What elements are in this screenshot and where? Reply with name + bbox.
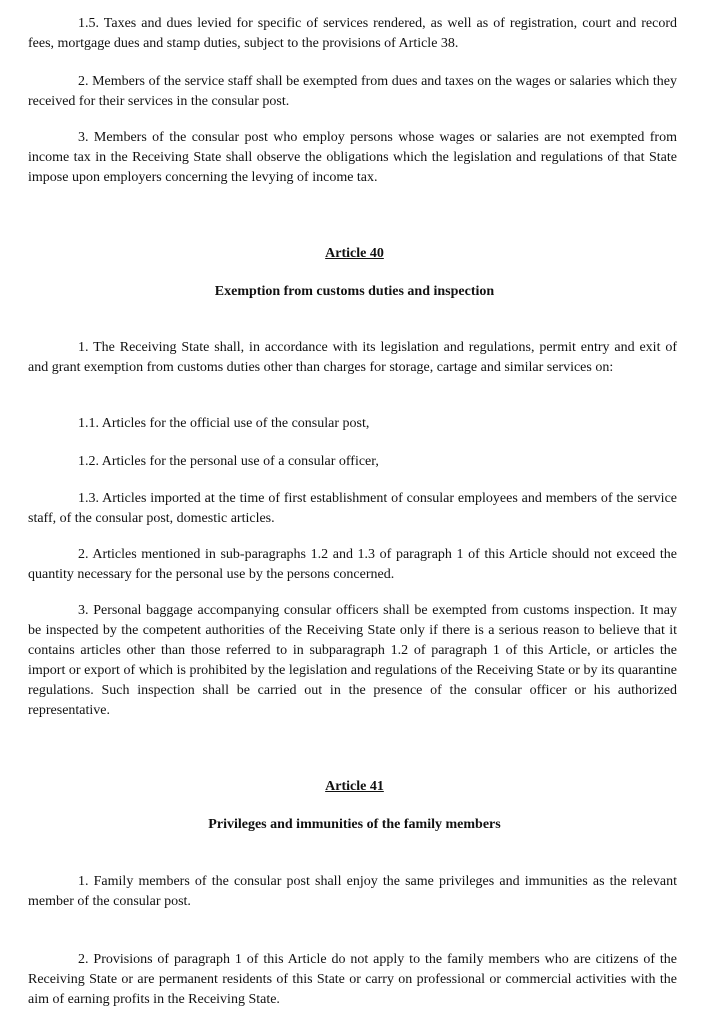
article-41-subtitle: Privileges and immunities of the family members xyxy=(208,817,501,832)
article-40-paragraph-1: 1. The Receiving State shall, in accordance with its legislation and regulations, permit entry and exit of and grant exemption from customs duties other than charges for storage, cartage and similar services on: xyxy=(28,340,677,375)
paragraph-2-service-staff: 2. Members of the service staff shall be exempted from dues and taxes on the wages or salaries which they received for their services in the consular post. xyxy=(28,74,677,109)
paragraph-3-income-tax: 3. Members of the consular post who employ persons whose wages or salaries are not exempted from income tax in the Receiving State shall observe the obligations which the legislation and regulations of that State impose upon employers concerning the levying of income tax. xyxy=(28,130,677,185)
article-40-paragraph-1-3: 1.3. Articles imported at the time of first establishment of consular employees and members of the service staff, of the consular post, domestic articles. xyxy=(28,491,677,526)
article-41-paragraph-1: 1. Family members of the consular post shall enjoy the same privileges and immunities as the relevant member of the consular post. xyxy=(28,874,677,909)
article-40-paragraph-3: 3. Personal baggage accompanying consular officers shall be exempted from customs inspection. It may be inspected by the competent authorities of the Receiving State only if there is a serious reason to believe that it contains articles other than those referred to in subparagraph 1.2 of paragraph 1 of this Article, or articles the import or export of which is prohibited by the legislation and regulations of the Receiving State or by its quarantine regulations. Such inspection shall be carried out in the presence of the consular officer or his authorized representative. xyxy=(28,603,677,718)
article-40-paragraph-1-1: 1.1. Articles for the official use of the consular post, xyxy=(78,416,370,431)
paragraph-1-5: 1.5. Taxes and dues levied for specific of services rendered, as well as of registration, court and record fees, mortgage dues and stamp duties, subject to the provisions of Article 38. xyxy=(28,16,677,51)
article-40-title: Article 40 xyxy=(325,246,384,261)
article-40-paragraph-1-2: 1.2. Articles for the personal use of a consular officer, xyxy=(78,454,379,469)
article-40-subtitle: Exemption from customs duties and inspection xyxy=(214,284,495,299)
article-40-paragraph-2: 2. Articles mentioned in sub-paragraphs 1.2 and 1.3 of paragraph 1 of this Article should not exceed the quantity necessary for the personal use by the persons concerned. xyxy=(28,547,677,582)
article-41-paragraph-2: 2. Provisions of paragraph 1 of this Article do not apply to the family members who are citizens of the Receiving State or are permanent residents of this State or carry on professional or commercial activities with the aim of earning profits in the Receiving State. xyxy=(28,952,677,1007)
article-41-title: Article 41 xyxy=(325,779,384,794)
